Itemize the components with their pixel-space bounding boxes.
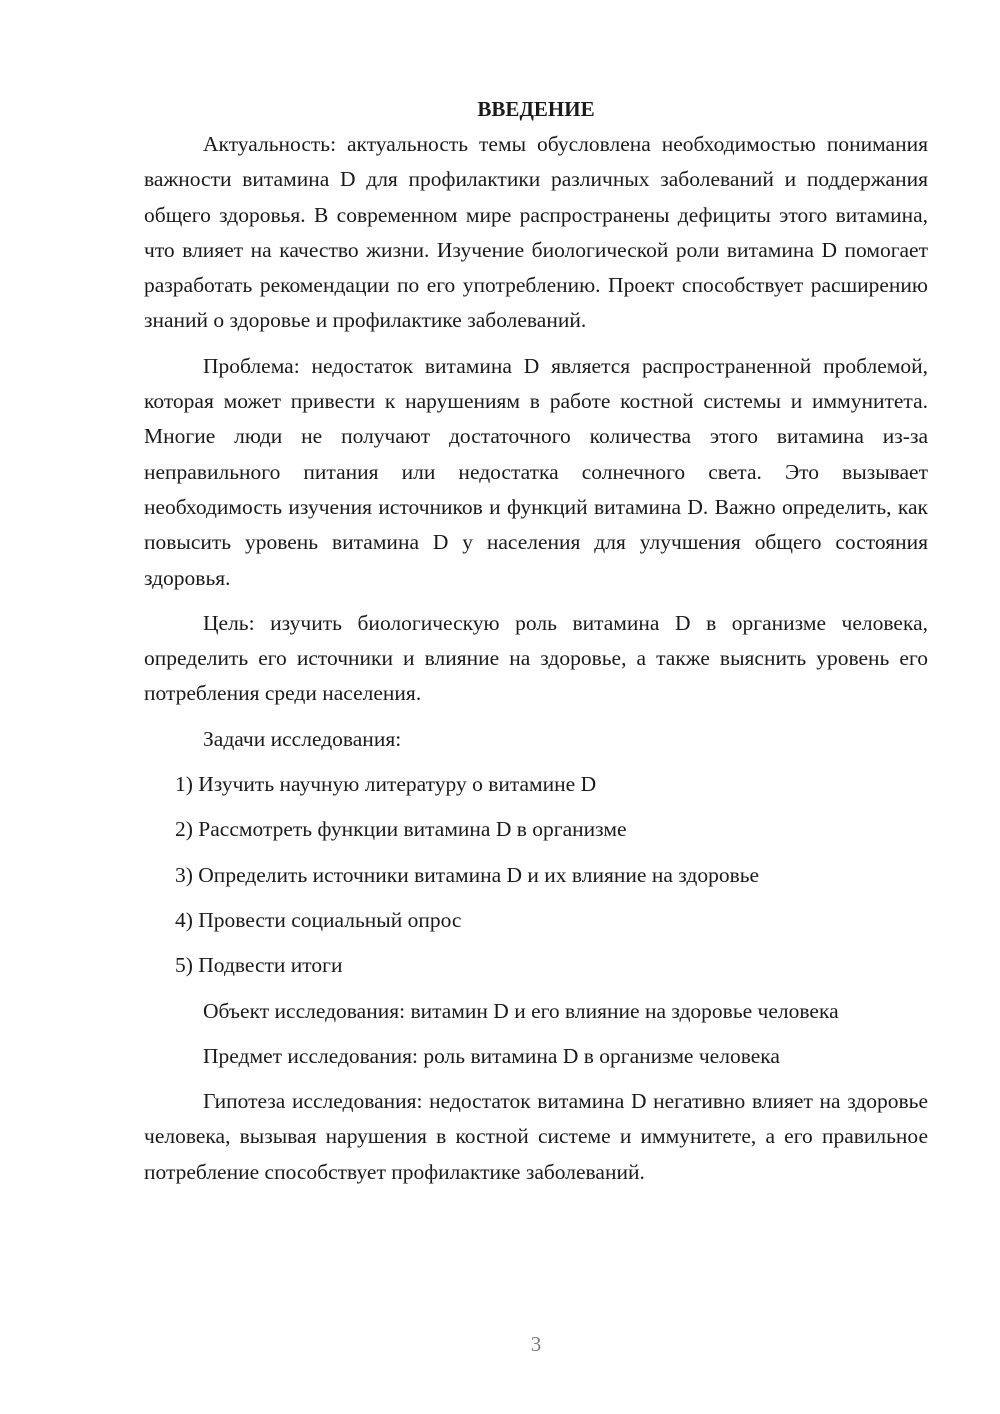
list-item: 2) Рассмотреть функции витамина D в организме	[175, 817, 627, 842]
list-item: 1) Изучить научную литературу о витамине D	[175, 772, 597, 797]
tasks-heading: Задачи исследования:	[203, 726, 402, 751]
relevance-paragraph: Актуальность: актуальность темы обусловлена необходимостью понимания важности витамина D для профилактики различных заболеваний и поддержания общего здоровья. В современном мире распространены дефициты этого витамина, что влияет на качество жизни. Изучение биологической роли витамина D помогает разработать рекомендации по его употреблению. Проект способствует расширению знаний о здоровье и профилактике заболеваний.	[144, 132, 928, 333]
list-item: 5) Подвести итоги	[175, 953, 343, 978]
hypothesis-paragraph: Гипотеза исследования: недостаток витамина D негативно влияет на здоровье человека, вызывая нарушения в костной системе и иммунитете, а его правильное потребление способствует профилактике заболеваний.	[144, 1089, 928, 1184]
goal-paragraph: Цель: изучить биологическую роль витамина D в организме человека, определить его источники и влияние на здоровье, а также выяснить уровень его потребления среди населения.	[144, 610, 928, 706]
subject-paragraph: Предмет исследования: роль витамина D в организме человека	[203, 1043, 780, 1068]
page-title: ВВЕДЕНИЕ	[477, 97, 595, 121]
object-paragraph: Объект исследования: витамин D и его влияние на здоровье человека	[203, 998, 839, 1023]
page-number: 3	[530, 1332, 542, 1356]
document-page	[144, 92, 928, 1200]
list-item: 3) Определить источники витамина D и их влияние на здоровье	[175, 862, 760, 887]
tasks-list	[144, 767, 928, 983]
problem-paragraph: Проблема: недостаток витамина D является распространенной проблемой, которая может привести к нарушениям в работе костной системы и иммунитета. Многие люди не получают достаточного количества этого витамина из-за неправильного питания или недостатка солнечного света. Это вызывает необходимость изучения источников и функций витамина D. Важно определить, как повысить уровень витамина D у населения для улучшения общего состояния здоровья.	[144, 353, 928, 590]
list-item: 4) Провести социальный опрос	[175, 907, 462, 932]
